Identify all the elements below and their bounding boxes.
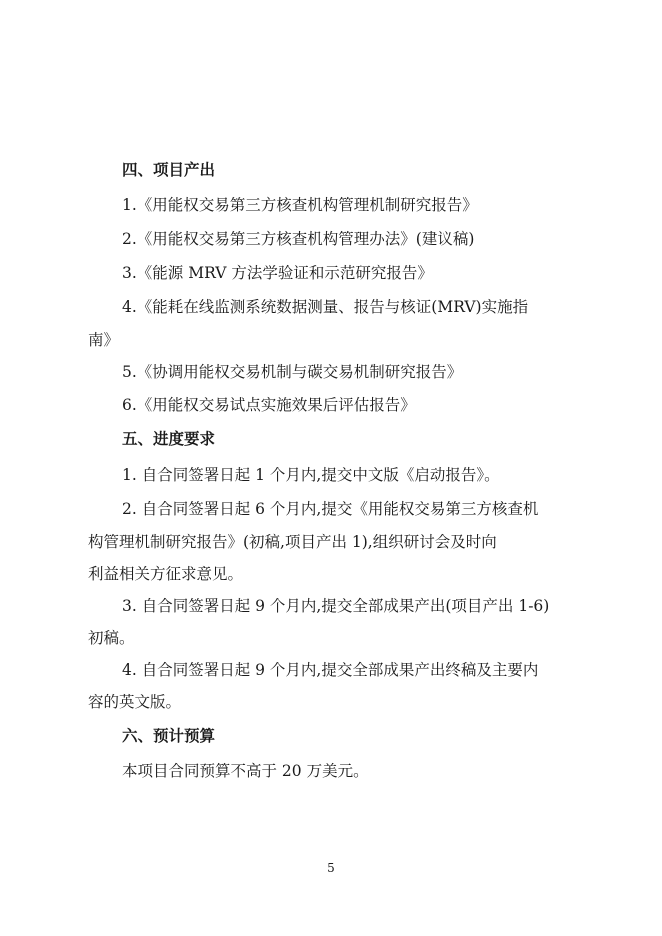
schedule-item-2-cont: 构管理机制研究报告》(初稿,项目产出 1),组织研讨会及时向 [88,533,497,551]
schedule-item-1: 1. 自合同签署日起 1 个月内,提交中文版《启动报告》。 [122,466,500,484]
schedule-item-4: 4. 自合同签署日起 9 个月内,提交全部成果产出终稿及主要内 [122,661,539,679]
page-number: 5 [327,861,335,875]
output-item-1: 1.《用能权交易第三方核查机构管理机制研究报告》 [122,196,478,214]
schedule-item-4-cont: 容的英文版。 [88,693,182,711]
output-item-3: 3.《能源 MRV 方法学验证和示范研究报告》 [122,264,433,282]
section-heading-schedule: 五、进度要求 [122,430,216,448]
output-item-4-cont: 南》 [88,331,120,349]
output-item-6: 6.《用能权交易试点实施效果后评估报告》 [122,396,416,414]
schedule-item-3: 3. 自合同签署日起 9 个月内,提交全部成果产出(项目产出 1-6) [122,597,550,615]
output-item-5: 5.《协调用能权交易机制与碳交易机制研究报告》 [122,363,463,381]
section-heading-outputs: 四、项目产出 [122,161,216,179]
section-heading-budget: 六、预计预算 [122,727,216,745]
output-item-2: 2.《用能权交易第三方核查机构管理办法》(建议稿) [122,230,475,248]
schedule-item-2: 2. 自合同签署日起 6 个月内,提交《用能权交易第三方核查机 [122,500,539,518]
budget-text: 本项目合同预算不高于 20 万美元。 [122,762,369,780]
schedule-item-3-cont: 初稿。 [88,629,135,647]
output-item-4: 4.《能耗在线监测系统数据测量、报告与核证(MRV)实施指 [122,298,529,316]
schedule-item-2-cont2: 利益相关方征求意见。 [88,565,244,583]
